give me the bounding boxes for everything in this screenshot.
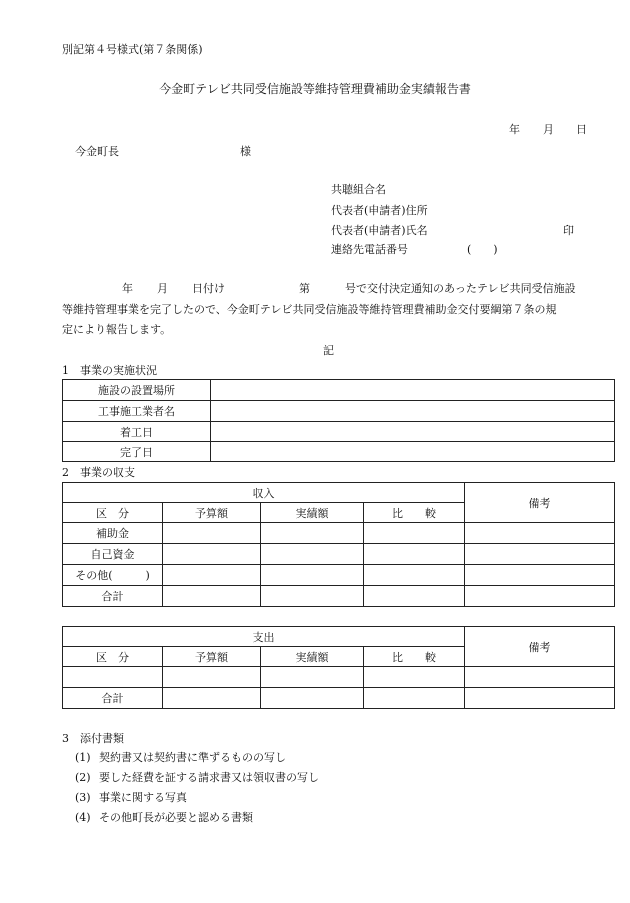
input-cell[interactable] <box>364 667 465 688</box>
attachment-num: (2) <box>75 771 91 784</box>
input-cell[interactable] <box>465 565 615 586</box>
expense-remarks-header: 備考 <box>465 627 615 667</box>
input-cell[interactable] <box>465 667 615 688</box>
attachment-num: (1) <box>75 751 91 764</box>
income-title: 収入 <box>63 483 465 503</box>
implementation-table <box>62 379 615 462</box>
body-year: 年 <box>122 282 133 295</box>
attachment-num: (3) <box>75 791 91 804</box>
input-cell[interactable] <box>163 586 261 607</box>
name-label: 代表者(申請者)氏名 <box>331 224 428 237</box>
input-cell[interactable] <box>163 688 261 709</box>
input-cell[interactable] <box>364 688 465 709</box>
input-cell[interactable] <box>163 565 261 586</box>
ki-mark: 記 <box>323 344 334 357</box>
attachment-text: 契約書又は契約書に準ずるものの写し <box>99 751 286 764</box>
col-header: 比 較 <box>364 503 465 523</box>
col-header: 区 分 <box>63 647 163 667</box>
income-table <box>62 482 615 607</box>
address-label: 代表者(申請者)住所 <box>331 204 428 217</box>
input-cell[interactable] <box>261 544 364 565</box>
row-label: 補助金 <box>63 523 163 544</box>
expense-table <box>62 626 615 709</box>
row-label: 着工日 <box>63 422 211 442</box>
form-number: 別記第４号様式(第７条関係) <box>62 43 203 56</box>
row-label: 工事施工業者名 <box>63 401 211 422</box>
attachment-num: (4) <box>75 811 91 824</box>
seal-mark: 印 <box>563 224 574 237</box>
input-cell[interactable] <box>261 565 364 586</box>
row-label: 完了日 <box>63 442 211 462</box>
expense-title: 支出 <box>63 627 465 647</box>
input-cell[interactable] <box>261 586 364 607</box>
body-line1: 号で交付決定通知のあったテレビ共同受信施設 <box>345 282 576 295</box>
honorific: 様 <box>240 145 251 158</box>
col-header: 区 分 <box>63 503 163 523</box>
col-header: 予算額 <box>163 503 261 523</box>
input-cell[interactable] <box>364 544 465 565</box>
body-no: 第 <box>299 282 310 295</box>
input-cell[interactable] <box>465 544 615 565</box>
input-cell[interactable] <box>211 422 615 442</box>
body-line2: 等維持管理事業を完了したので、今金町テレビ共同受信施設等維持管理費補助金交付要綱第７条の規 <box>62 303 557 316</box>
row-label: その他( ) <box>63 565 163 586</box>
attachment-text: 要した経費を証する請求書又は領収書の写し <box>99 771 319 784</box>
body-day: 日付け <box>192 282 225 295</box>
row-label: 施設の設置場所 <box>63 380 211 401</box>
col-header: 実績額 <box>261 503 364 523</box>
input-cell[interactable] <box>261 523 364 544</box>
date-month: 月 <box>543 123 554 136</box>
input-cell[interactable] <box>163 523 261 544</box>
input-cell[interactable] <box>261 688 364 709</box>
attachment-text: 事業に関する写真 <box>99 791 187 804</box>
row-label <box>63 667 163 688</box>
col-header: 予算額 <box>163 647 261 667</box>
body-month: 月 <box>157 282 168 295</box>
input-cell[interactable] <box>163 667 261 688</box>
input-cell[interactable] <box>465 688 615 709</box>
input-cell[interactable] <box>163 544 261 565</box>
date-year: 年 <box>509 123 520 136</box>
input-cell[interactable] <box>211 442 615 462</box>
document-title: 今金町テレビ共同受信施設等維持管理費補助金実績報告書 <box>159 82 471 96</box>
attachment-text: その他町長が必要と認める書類 <box>99 811 253 824</box>
input-cell[interactable] <box>211 380 615 401</box>
input-cell[interactable] <box>211 401 615 422</box>
input-cell[interactable] <box>465 586 615 607</box>
date-day: 日 <box>576 123 587 136</box>
col-header: 比 較 <box>364 647 465 667</box>
row-label: 合計 <box>63 586 163 607</box>
income-remarks-header: 備考 <box>465 483 615 523</box>
phone-parens: ( ) <box>467 243 498 256</box>
col-header: 実績額 <box>261 647 364 667</box>
addressee: 今金町長 <box>75 145 119 158</box>
input-cell[interactable] <box>465 523 615 544</box>
input-cell[interactable] <box>261 667 364 688</box>
input-cell[interactable] <box>364 523 465 544</box>
union-name-label: 共聴組合名 <box>331 183 386 196</box>
row-label: 自己資金 <box>63 544 163 565</box>
section2-heading: 2 事業の収支 <box>62 466 135 479</box>
input-cell[interactable] <box>364 565 465 586</box>
section1-heading: 1 事業の実施状況 <box>62 364 157 377</box>
row-label: 合計 <box>63 688 163 709</box>
section3-heading: 3 添付書類 <box>62 732 124 745</box>
body-line3: 定により報告します。 <box>62 323 172 336</box>
phone-label: 連絡先電話番号 <box>331 243 408 256</box>
input-cell[interactable] <box>364 586 465 607</box>
